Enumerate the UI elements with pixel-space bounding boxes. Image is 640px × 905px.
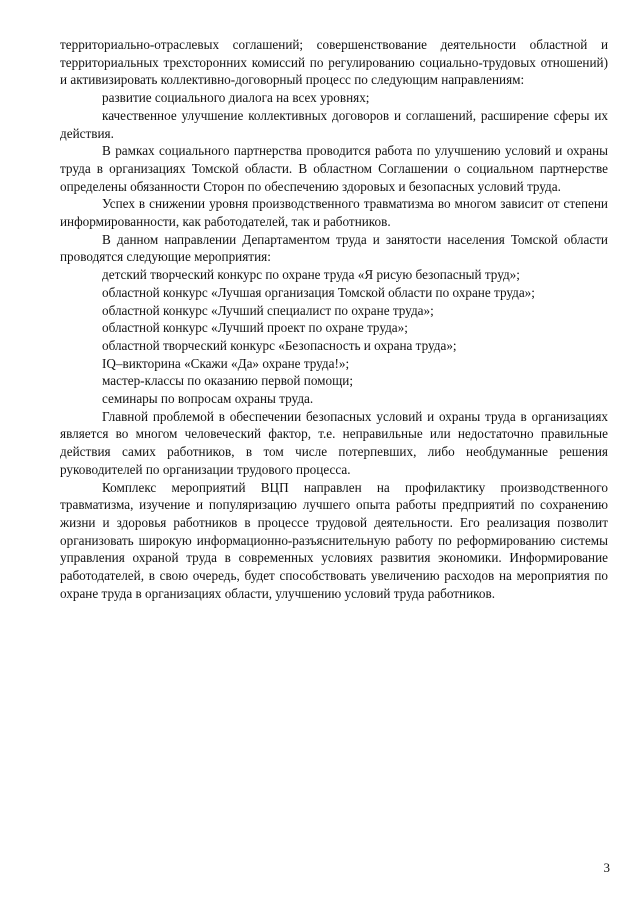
list-item-best-project: областной конкурс «Лучший проект по охране труда»; xyxy=(102,320,408,336)
page-number: 3 xyxy=(603,860,610,875)
body-text xyxy=(60,36,608,603)
paragraph-injury-reduction: Успех в снижении уровня производственного травматизма во многом зависит от степени информированности, как работодателей, так и работников. xyxy=(60,196,608,230)
paragraph-social-partnership: В рамках социального партнерства проводится работа по улучшению условий и охраны труда в организациях Томской области. В областном Соглашении о социальном партнерстве определены обязанности Сторон по обеспечению здоровых и безопасных условий труда. xyxy=(60,143,608,194)
paragraph-human-factor: Главной проблемой в обеспечении безопасных условий и охраны труда в организациях является во многом человеческий фактор, т.е. неправильные или недостаточно правильные действия самих работников, в том числе потерпевших, либо необдуманные решения руководителей по организации трудового процесса. xyxy=(60,408,608,477)
paragraph-continuation: территориально-отраслевых соглашений; совершенствование деятельности областной и территориальных трехсторонних комиссий по регулированию социально-трудовых отношений) и активизировать коллективно-договорный процесс по следующим направлениям: xyxy=(60,37,608,88)
paragraph-department-activities: В данном направлении Департаментом труда и занятости населения Томской области проводятся следующие мероприятия: xyxy=(60,231,608,265)
list-item-best-organization: областной конкурс «Лучшая организация Томской области по охране труда»; xyxy=(102,284,535,300)
list-item-iq-quiz: IQ–викторина «Скажи «Да» охране труда!»; xyxy=(102,355,350,371)
list-item-creative-contest: областной творческий конкурс «Безопасность и охрана труда»; xyxy=(102,337,457,353)
list-item-children-contest: детский творческий конкурс по охране труда «Я рисую безопасный труд»; xyxy=(102,267,520,283)
list-item-first-aid: мастер-классы по оказанию первой помощи; xyxy=(102,373,353,389)
list-item-best-specialist: областной конкурс «Лучший специалист по охране труда»; xyxy=(102,302,434,318)
paragraph-collective-agreements: качественное улучшение коллективных договоров и соглашений, расширение сферы их действия. xyxy=(60,107,608,141)
list-item-social-dialogue: развитие социального диалога на всех уровнях; xyxy=(102,90,370,106)
paragraph-vcp-measures: Комплекс мероприятий ВЦП направлен на профилактику производственного травматизма, изучение и популяризацию лучшего опыта работы предприятий по сохранению жизни и здоровья работников в процессе трудовой деятельности. Его реализация позволит организовать широкую информационно-разъяснительную работу по реформированию системы управления охраной труда в современных условиях развития экономики. Информирование работодателей, в свою очередь, будет способствовать увеличению расходов на мероприятия по охране труда в организациях области, улучшению условий труда работников. xyxy=(60,479,608,601)
list-item-seminars: семинары по вопросам охраны труда. xyxy=(102,391,314,407)
